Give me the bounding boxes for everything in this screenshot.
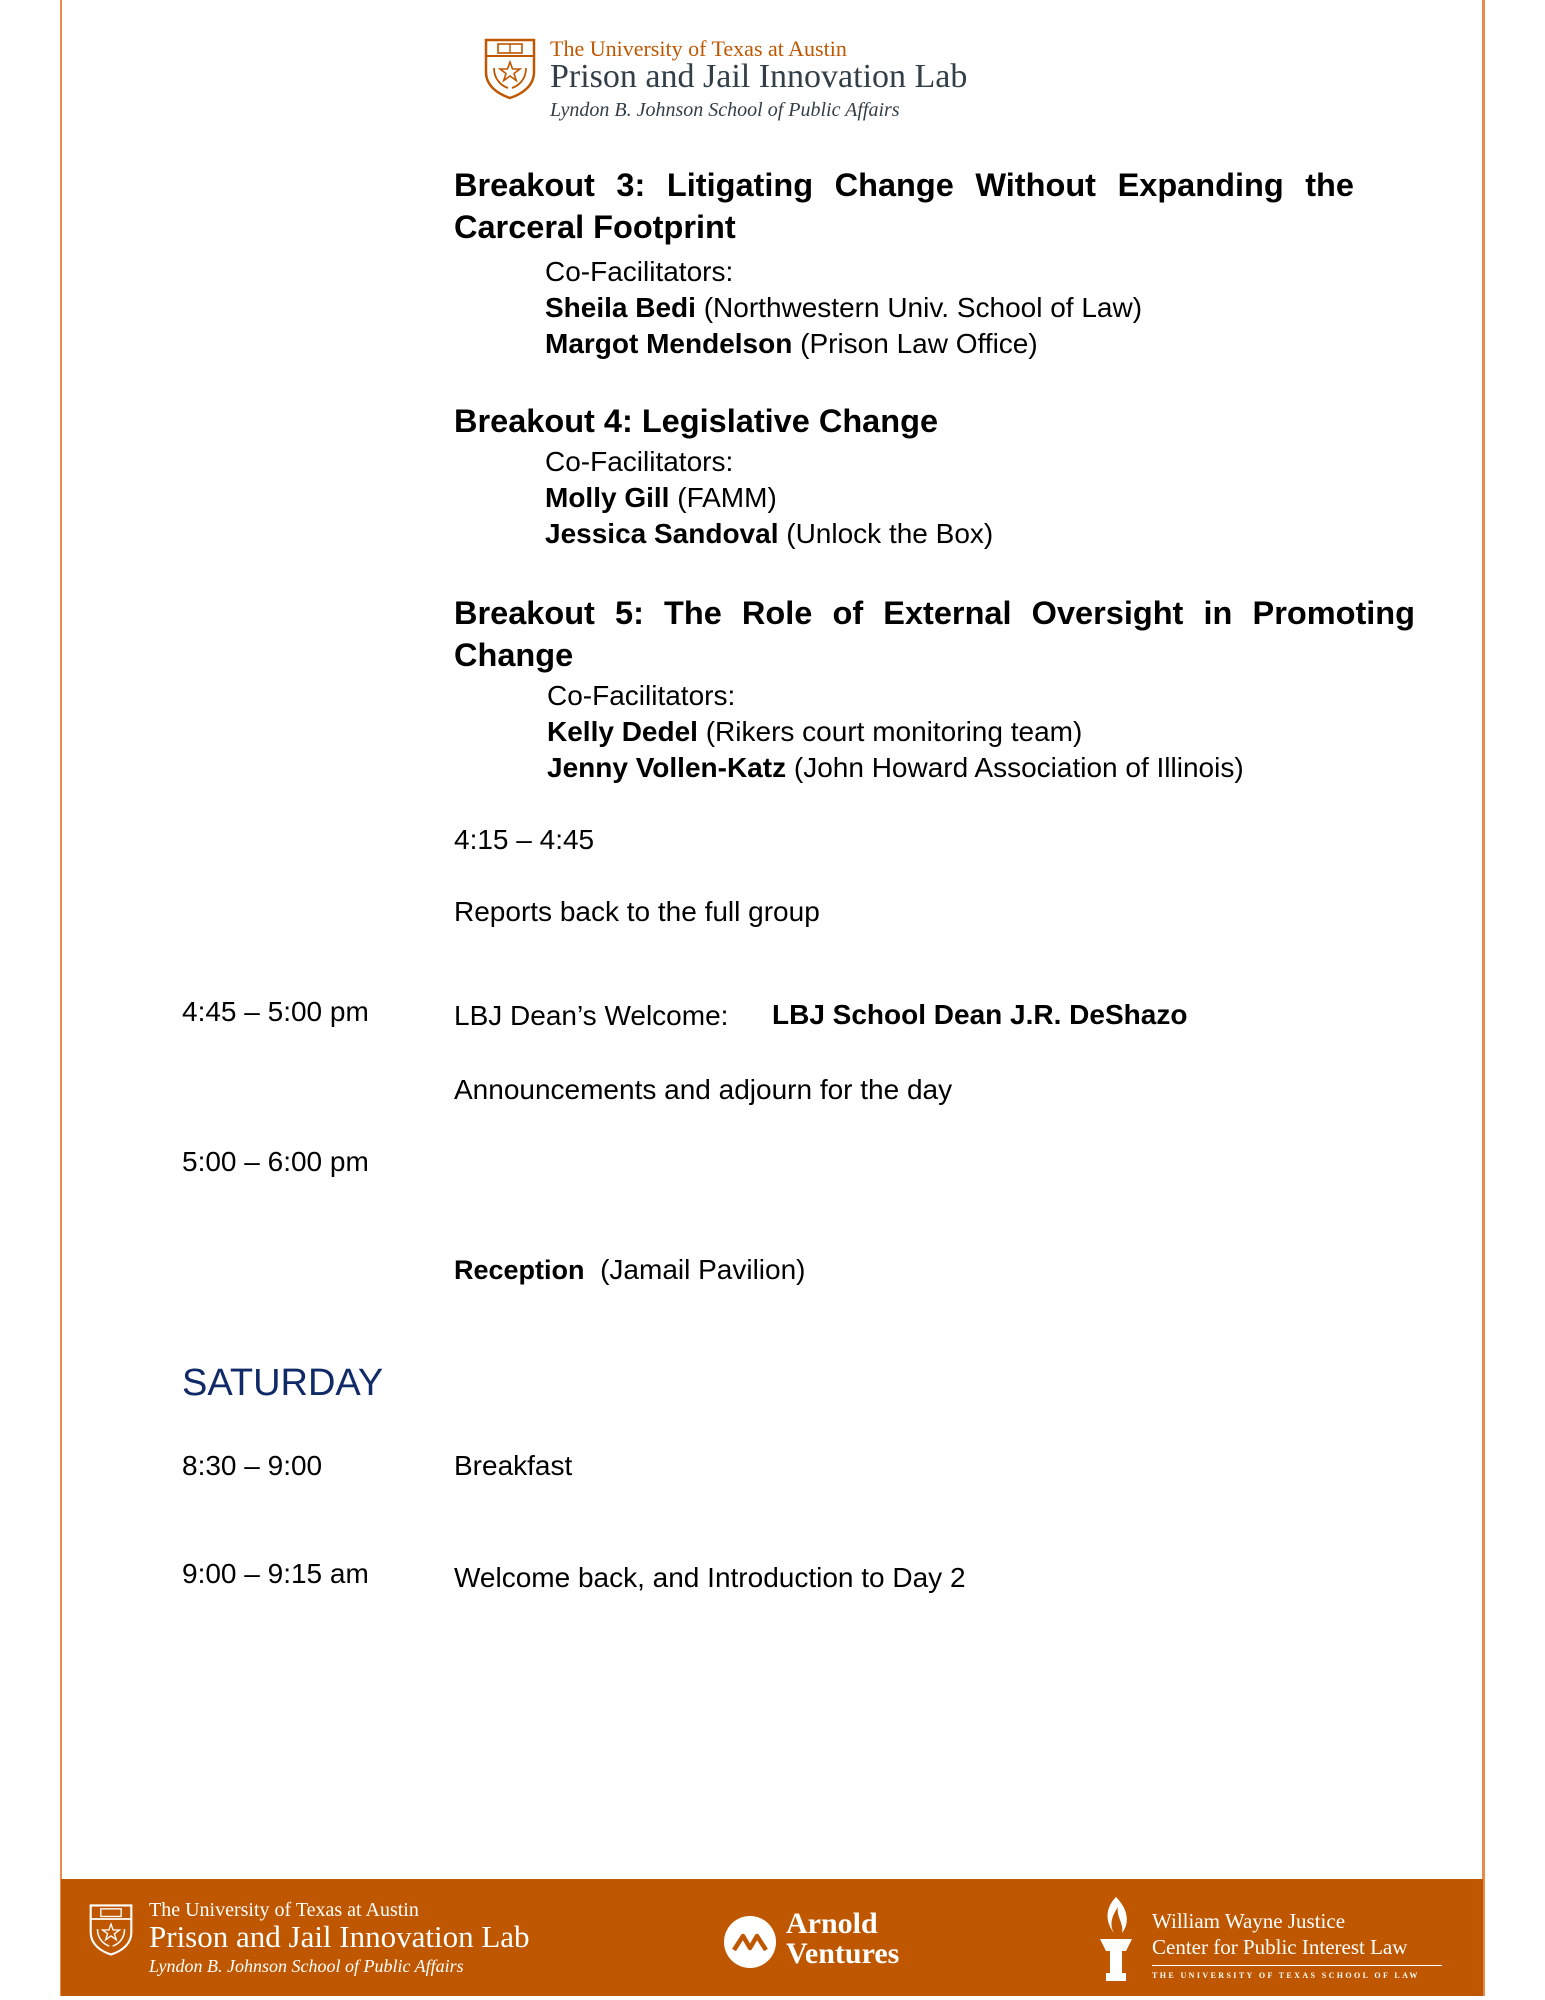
arnold-line1: Arnold — [786, 1907, 878, 1940]
dean-welcome-label: LBJ Dean’s Welcome: — [454, 1000, 729, 1031]
breakout-5-facilitator-1 — [547, 714, 1082, 750]
ut-shield-icon — [89, 1903, 133, 1957]
footer-logo-school: Lyndon B. Johnson School of Public Affairs — [149, 1956, 464, 1976]
breakout-3-facilitator-1 — [545, 290, 1142, 326]
justice-divider — [1152, 1965, 1442, 1966]
torch-icon — [1096, 1893, 1136, 1985]
schedule-time: 4:45 – 5:00 pm — [182, 996, 369, 1027]
facilitator-affiliation: (FAMM) — [677, 482, 777, 513]
ut-shield-icon — [484, 38, 536, 100]
footer-logo-university: The University of Texas at Austin — [149, 1899, 419, 1921]
breakout-5-facilitators-label: Co-Facilitators: — [547, 680, 736, 711]
schedule-time: 5:00 – 6:00 pm — [182, 1146, 369, 1177]
dean-welcome-speaker: LBJ School Dean J.R. DeShazo — [772, 999, 1188, 1030]
breakout-5-facilitator-2 — [547, 750, 1244, 786]
justice-line1: William Wayne Justice — [1152, 1909, 1346, 1933]
av-circle-icon — [724, 1916, 776, 1968]
facilitator-name: Sheila Bedi — [545, 292, 696, 323]
footer-logo-lab: Prison and Jail Innovation Lab — [149, 1919, 530, 1954]
facilitator-name: Jenny Vollen-Katz — [547, 752, 787, 783]
breakout-3-facilitator-2 — [545, 326, 1038, 362]
reception-location: (Jamail Pavilion) — [600, 1254, 806, 1285]
footer-banner — [61, 1879, 1483, 1996]
logo-lab-name: Prison and Jail Innovation Lab — [550, 58, 968, 95]
header-logo — [484, 36, 1044, 128]
breakout-4-facilitator-1 — [545, 480, 777, 516]
arnold-ventures-logo — [724, 1909, 944, 1979]
footer-lab-logo — [89, 1899, 609, 1979]
schedule-event: Welcome back, and Introduction to Day 2 — [454, 1562, 966, 1593]
reports-text: Reports back to the full group — [454, 896, 820, 927]
justice-line3: THE UNIVERSITY OF TEXAS SCHOOL OF LAW — [1152, 1971, 1420, 1980]
breakout-4-facilitators-label: Co-Facilitators: — [545, 446, 734, 477]
facilitator-affiliation: (John Howard Association of Illinois) — [793, 752, 1244, 783]
reception-item — [454, 1252, 806, 1288]
logo-university-name: The University of Texas at Austin — [550, 36, 847, 61]
day-heading-saturday: SATURDAY — [182, 1362, 384, 1404]
reception-label: Reception — [454, 1255, 585, 1285]
reports-time: 4:15 – 4:45 — [454, 824, 595, 855]
justice-line2: Center for Public Interest Law — [1152, 1935, 1408, 1959]
justice-center-logo — [1096, 1893, 1476, 1988]
breakout-4-title: Breakout 4: Legislative Change — [454, 403, 939, 439]
breakout-5-title: Breakout 5: The Role of External Oversight in Promoting Change — [454, 595, 1415, 673]
facilitator-affiliation: (Northwestern Univ. School of Law) — [703, 292, 1143, 323]
facilitator-affiliation: (Rikers court monitoring team) — [705, 716, 1083, 747]
breakout-4-facilitator-2 — [545, 516, 993, 552]
facilitator-name: Margot Mendelson — [545, 328, 793, 359]
facilitator-affiliation: (Unlock the Box) — [786, 518, 994, 549]
schedule-time: 8:30 – 9:00 — [182, 1450, 323, 1481]
arnold-ventures-text — [786, 1909, 899, 1969]
arnold-line2: Ventures — [786, 1937, 900, 1970]
breakout-3-facilitators-label: Co-Facilitators: — [545, 256, 734, 287]
facilitator-affiliation: (Prison Law Office) — [800, 328, 1038, 359]
page-border-right — [1482, 0, 1485, 1996]
schedule-time: 9:00 – 9:15 am — [182, 1558, 369, 1589]
facilitator-name: Kelly Dedel — [547, 716, 698, 747]
logo-school-name: Lyndon B. Johnson School of Public Affairs — [550, 99, 900, 121]
page-border-left — [60, 0, 62, 1996]
schedule-event: Breakfast — [454, 1450, 573, 1481]
breakout-3-title: Breakout 3: Litigating Change Without Expanding the Carceral Footprint — [454, 167, 1354, 245]
announcements-text: Announcements and adjourn for the day — [454, 1074, 953, 1105]
facilitator-name: Molly Gill — [545, 482, 670, 513]
facilitator-name: Jessica Sandoval — [545, 518, 779, 549]
